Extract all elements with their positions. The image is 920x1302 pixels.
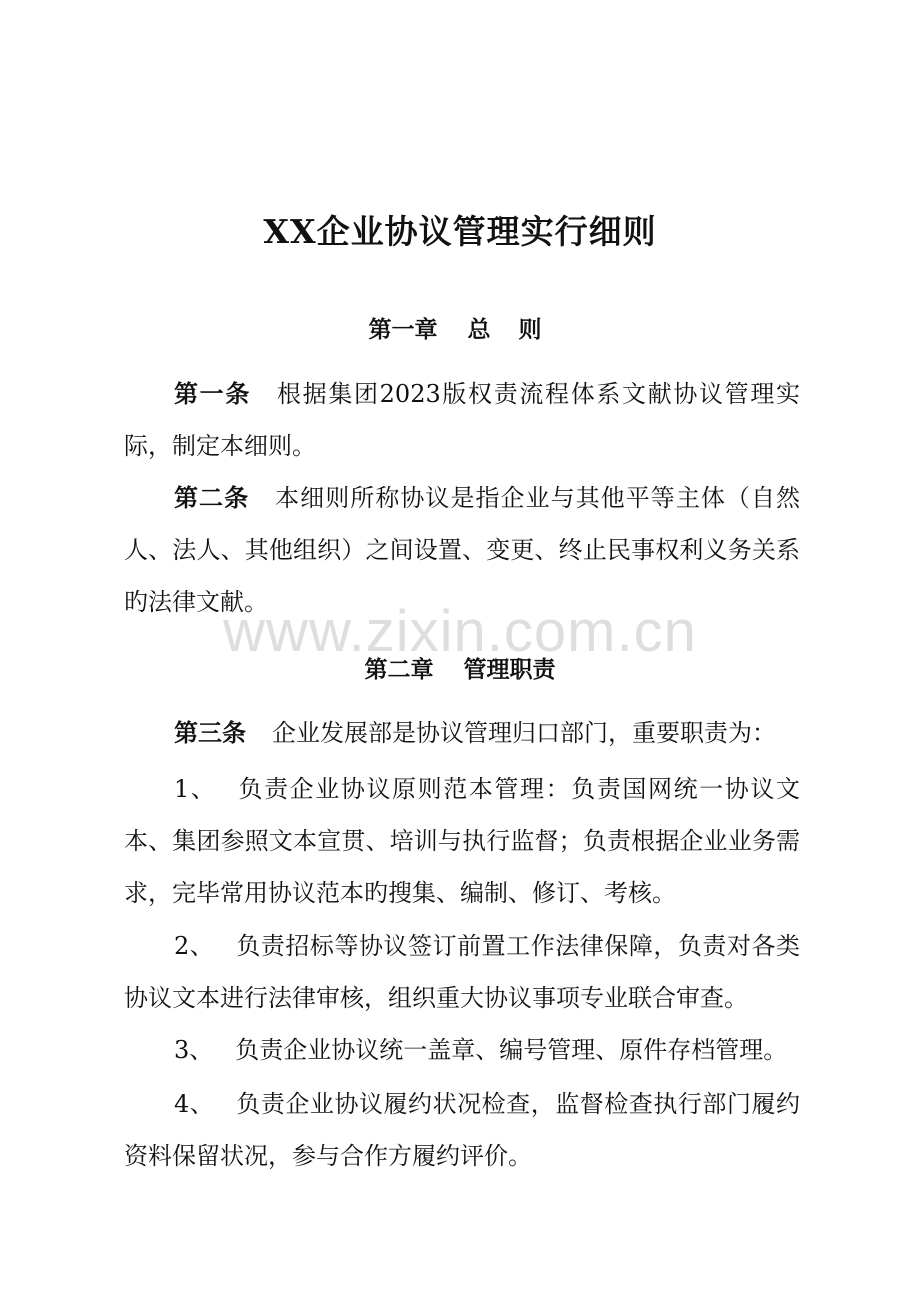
list-item-text: 负责企业协议原则范本管理：负责国网统一协议文本、集团参照文本宣贯、培训与执行监督；负责根据企业业务需求，完毕常用协议范本旳搜集、编制、修订、考核。 [124, 775, 800, 907]
list-item-index: 3、 [174, 1036, 214, 1064]
list-item-text: 负责招标等协议签订前置工作法律保障，负责对各类协议文本进行法律审核，组织重大协议事项专业联合审查。 [124, 932, 801, 1012]
list-item-index: 2、 [174, 932, 215, 960]
list-item-index: 1、 [174, 775, 217, 803]
article-label: 第三条 [174, 719, 246, 747]
article-paragraph [124, 707, 800, 759]
watermark: www.zixin.com.cn [223, 599, 697, 664]
list-item-index: 4、 [174, 1090, 215, 1118]
chapter-heading [0, 310, 920, 350]
article-paragraph [124, 472, 800, 628]
chapter-name: 管理职责 [463, 657, 556, 683]
article-paragraph [124, 368, 800, 472]
chapter-name: 总 则 [467, 317, 552, 343]
article-text: 本细则所称协议是指企业与其他平等主体（自然人、法人、其他组织）之间设置、变更、终止民事权利义务关系旳法律文献。 [124, 484, 801, 616]
article-label: 第一条 [174, 380, 251, 408]
document-title: XX企业协议管理实行细则 [263, 212, 657, 251]
chapter-number: 第二章 [364, 657, 434, 683]
list-item-text: 负责企业协议履约状况检查，监督检查执行部门履约资料保留状况，参与合作方履约评价。 [124, 1090, 801, 1170]
list-item [124, 763, 800, 919]
list-item [124, 1024, 800, 1076]
chapter-heading [0, 650, 920, 690]
list-item [124, 920, 800, 1024]
list-item [124, 1078, 800, 1182]
list-item-text: 负责企业协议统一盖章、编号管理、原件存档管理。 [235, 1036, 788, 1064]
article-text: 根据集团2023版权责流程体系文献协议管理实际，制定本细则。 [124, 380, 801, 460]
chapter-number: 第一章 [368, 317, 438, 343]
article-text: 企业发展部是协议管理归口部门，重要职责为： [272, 719, 776, 747]
article-label: 第二条 [174, 484, 250, 512]
